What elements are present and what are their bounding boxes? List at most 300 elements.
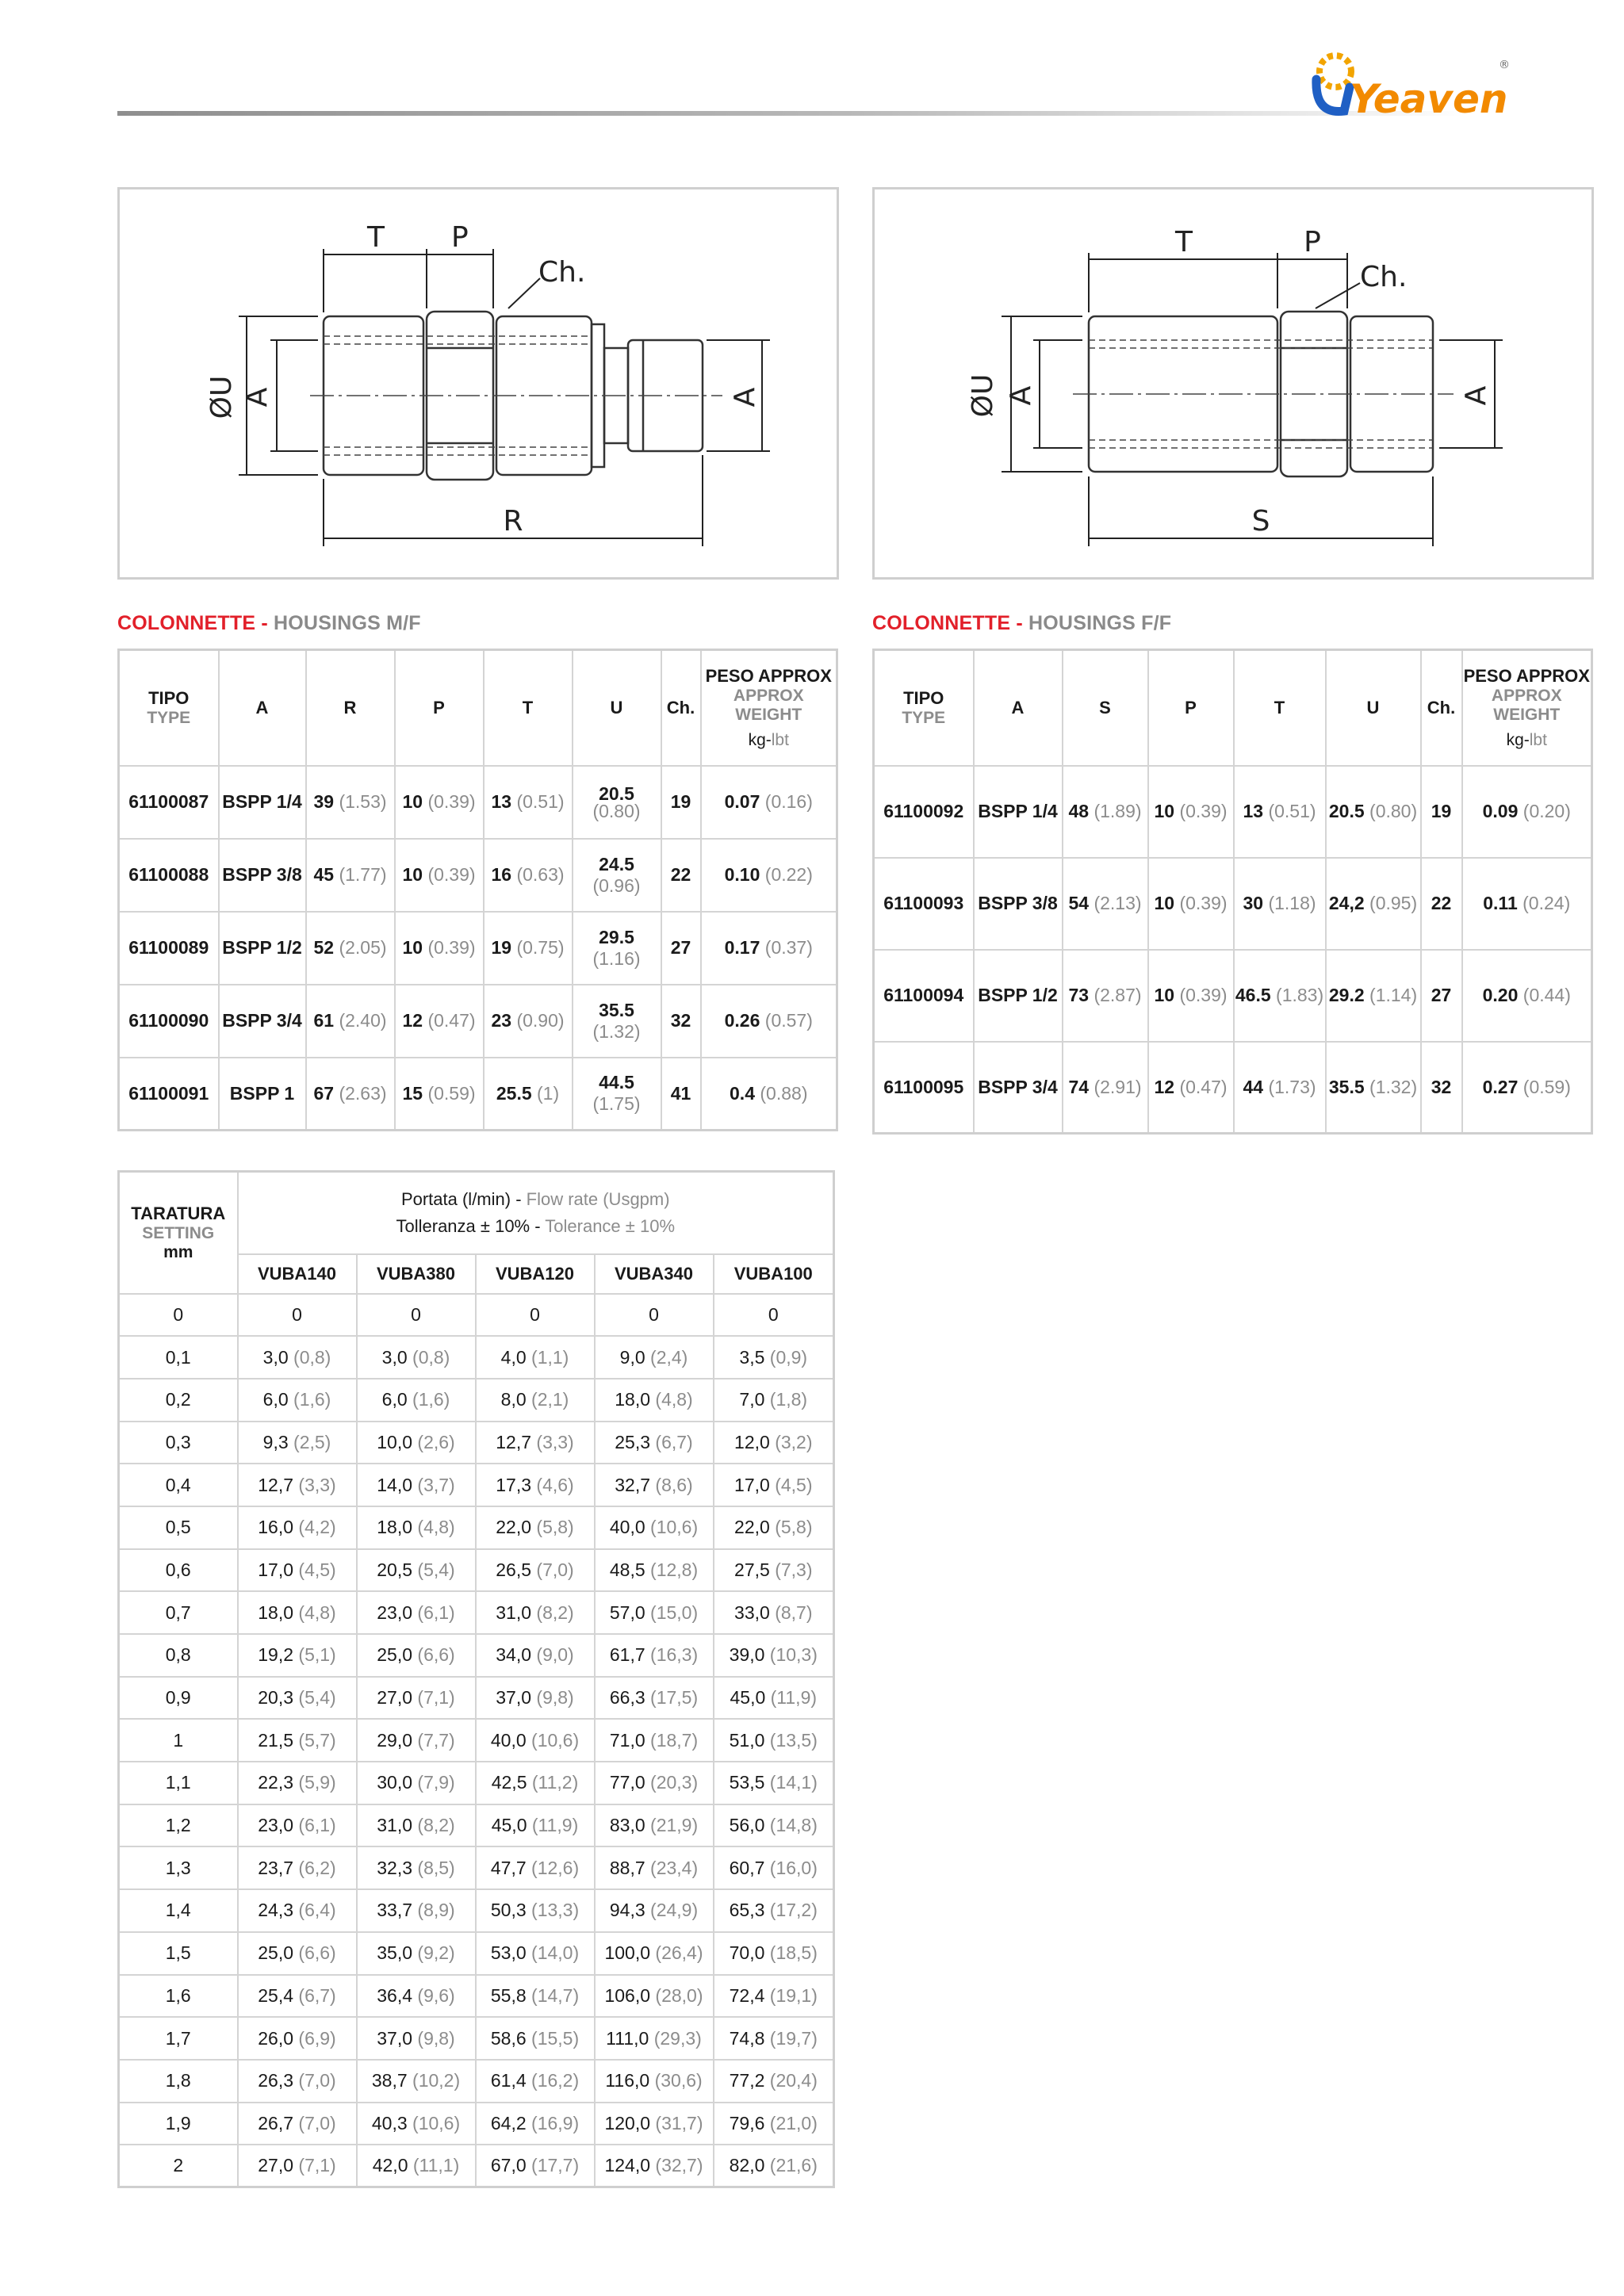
usgpm-value: (11,9)	[770, 1687, 818, 1709]
code-value: 61100087	[128, 791, 209, 812]
t-cell	[484, 766, 573, 839]
lmin-value: 71,0	[609, 1729, 645, 1751]
lmin-value: 40,0	[490, 1729, 527, 1751]
lmin-value: 16,0	[258, 1517, 294, 1538]
lmin-value: 120,0	[604, 2112, 651, 2133]
usgpm-value: (5,8)	[775, 1517, 813, 1538]
flow-cell	[357, 2103, 476, 2145]
ch-cell	[1421, 1042, 1462, 1134]
table-row	[119, 1719, 834, 1762]
p-cell	[395, 912, 484, 985]
t-cell	[1234, 950, 1326, 1042]
lmin-value: 70,0	[729, 1942, 765, 1964]
lmin-value: 0	[649, 1303, 659, 1325]
flow-cell	[714, 1591, 834, 1634]
p-cell	[395, 766, 484, 839]
u-cell	[573, 985, 661, 1058]
ff-title-red: COLONNETTE -	[872, 612, 1023, 634]
lmin-value: 55,8	[490, 1984, 527, 2006]
s-cell	[1063, 950, 1148, 1042]
mm-value: 61	[313, 1010, 335, 1031]
dim-label-t: T	[1175, 226, 1193, 258]
code-cell	[119, 912, 219, 985]
lmin-value: 74,8	[729, 2027, 765, 2049]
usgpm-value: (31,7)	[655, 2112, 703, 2133]
flow-cell	[595, 1506, 714, 1549]
setting-cell	[119, 1422, 238, 1464]
usgpm-value: (3,3)	[298, 1474, 336, 1495]
mm-value: 39	[313, 791, 335, 812]
usgpm-value: (3,3)	[536, 1431, 574, 1452]
code-value: 61100092	[883, 801, 964, 821]
thread-value: BSPP 3/4	[222, 1010, 302, 1031]
t-cell	[484, 839, 573, 912]
lmin-value: 23,0	[258, 1815, 294, 1836]
flow-cell	[238, 2145, 357, 2187]
thread-cell	[219, 766, 306, 839]
flow-cell	[476, 1719, 595, 1762]
t-cell	[484, 912, 573, 985]
thread-cell	[974, 950, 1063, 1042]
r-cell	[306, 985, 395, 1058]
registered-mark: ®	[1499, 59, 1510, 71]
ff-header-row	[874, 650, 1592, 766]
r-cell	[306, 766, 395, 839]
table-row	[119, 1677, 834, 1720]
code-value: 61100091	[128, 1082, 209, 1104]
flow-cell	[238, 1804, 357, 1847]
flow-cell	[476, 1336, 595, 1379]
usgpm-value: (14,8)	[769, 1815, 818, 1836]
setting-cell	[119, 1719, 238, 1762]
mf-title-red: COLONNETTE -	[117, 612, 268, 634]
code-cell	[874, 1042, 974, 1134]
usgpm-value: (1,6)	[412, 1389, 450, 1410]
lmin-value: 32,3	[377, 1857, 413, 1878]
code-cell	[874, 950, 974, 1042]
lmin-value: 20,5	[377, 1559, 413, 1580]
setting-cell	[119, 1804, 238, 1847]
mm-value: 10	[1154, 893, 1175, 913]
flow-cell	[595, 1804, 714, 1847]
flow-cell	[714, 2017, 834, 2060]
usgpm-value: (6,6)	[417, 1644, 455, 1666]
flow-cell	[714, 1336, 834, 1379]
col-header-model: VUBA100	[714, 1254, 834, 1294]
usgpm-value: (9,2)	[417, 1942, 455, 1964]
flow-cell	[595, 1422, 714, 1464]
lmin-value: 25,0	[377, 1644, 413, 1666]
lmin-value: 61,4	[490, 2070, 527, 2091]
usgpm-value: (4,5)	[298, 1559, 336, 1580]
mm-value: 35.5	[599, 999, 634, 1020]
lmin-value: 20,3	[258, 1687, 294, 1709]
flow-cell	[476, 2017, 595, 2060]
table-row	[874, 950, 1592, 1042]
usgpm-value: (21,0)	[769, 2112, 818, 2133]
setting-cell	[119, 2145, 238, 2187]
inch-value: (0.96)	[592, 874, 641, 896]
r-cell	[306, 839, 395, 912]
lmin-value: 42,5	[491, 1772, 527, 1793]
lmin-value: 111,0	[606, 2027, 649, 2049]
setting-cell	[119, 1975, 238, 2018]
kg-value: 0.17	[724, 937, 760, 958]
col-header-r: R	[306, 650, 395, 766]
p-cell	[395, 985, 484, 1058]
usgpm-value: (30,6)	[654, 2070, 703, 2091]
r-cell	[306, 912, 395, 985]
usgpm-value: (24,9)	[650, 1900, 699, 1921]
lmin-value: 27,5	[734, 1559, 770, 1580]
ch-value: 22	[670, 864, 691, 885]
ff-title-gray: HOUSINGS F/F	[1022, 612, 1172, 634]
usgpm-value: (17,5)	[650, 1687, 699, 1709]
lmin-value: 3,0	[381, 1346, 408, 1368]
usgpm-value: (17,2)	[769, 1900, 818, 1921]
lmin-value: 7,0	[739, 1389, 765, 1410]
ch-value: 32	[1431, 1076, 1452, 1097]
lmin-value: 25,0	[258, 1942, 294, 1964]
lmin-value: 66,3	[609, 1687, 645, 1709]
lb-value: (0.22)	[764, 864, 813, 885]
usgpm-value: (14,7)	[531, 1984, 580, 2006]
lmin-value: 37,0	[496, 1687, 532, 1709]
setting-label-en: SETTING	[142, 1223, 215, 1242]
usgpm-value: (1,8)	[769, 1389, 808, 1410]
inch-value: (0.80)	[1369, 801, 1418, 821]
setting-value: 1,8	[165, 2070, 191, 2091]
usgpm-value: (5,9)	[298, 1772, 336, 1793]
flow-cell	[595, 1846, 714, 1889]
code-value: 61100093	[883, 893, 964, 913]
usgpm-value: (15,5)	[531, 2027, 580, 2049]
usgpm-value: (2,4)	[650, 1346, 688, 1368]
lb-value: (0.57)	[764, 1010, 813, 1031]
col-header-p: P	[395, 650, 484, 766]
table-row	[119, 1549, 834, 1592]
ch-cell	[1421, 766, 1462, 858]
thread-value: BSPP 1/4	[978, 801, 1058, 821]
weight-cell	[1462, 858, 1592, 950]
kg-value: 0.10	[724, 864, 760, 885]
inch-value: (1.16)	[592, 947, 641, 969]
usgpm-value: (20,4)	[769, 2070, 818, 2091]
col-header-setting	[119, 1172, 238, 1294]
flow-cell	[595, 1336, 714, 1379]
flow-cell	[357, 1506, 476, 1549]
mm-value: 19	[491, 937, 512, 958]
lmin-value: 17,0	[734, 1474, 770, 1495]
lmin-value: 26,3	[258, 2070, 294, 2091]
lmin-value: 45,0	[491, 1815, 527, 1836]
table-row	[119, 1506, 834, 1549]
flow-cell	[714, 1975, 834, 2018]
peso-label: PESO APPROX	[705, 665, 832, 686]
flow-cell	[714, 1762, 834, 1804]
mm-value: 13	[491, 791, 512, 812]
lmin-value: 60,7	[729, 1857, 765, 1878]
lmin-value: 12,7	[496, 1431, 532, 1452]
lmin-value: 0	[530, 1303, 540, 1325]
dim-label-ch: Ch.	[1360, 261, 1408, 293]
col-header-p: P	[1148, 650, 1234, 766]
flow-cell	[476, 2103, 595, 2145]
lb-value: (0.88)	[760, 1082, 808, 1104]
thread-cell	[219, 912, 306, 985]
lmin-value: 17,3	[496, 1474, 532, 1495]
usgpm-value: (6,6)	[298, 1942, 336, 1964]
mf-specs-table	[117, 649, 838, 1131]
setting-unit: mm	[163, 1242, 193, 1261]
thread-value: BSPP 1/4	[222, 791, 302, 812]
mm-value: 35.5	[1328, 1076, 1365, 1097]
flow-cell	[476, 1889, 595, 1932]
flow-cell	[357, 1549, 476, 1592]
flow-cell	[357, 1591, 476, 1634]
col-header-ch: Ch.	[1421, 650, 1462, 766]
inch-value: (1.83)	[1276, 985, 1324, 1005]
lmin-value: 35,0	[377, 1942, 413, 1964]
u-cell	[1326, 766, 1421, 858]
table-row	[119, 2060, 834, 2103]
p-cell	[1148, 1042, 1234, 1134]
ch-value: 32	[670, 1010, 691, 1031]
lmin-value: 18,0	[615, 1389, 651, 1410]
flow-cell	[476, 1379, 595, 1422]
lmin-value: 23,7	[258, 1857, 294, 1878]
ff-specs-table	[872, 649, 1593, 1135]
inch-value: (0.39)	[1179, 893, 1228, 913]
setting-cell	[119, 1634, 238, 1677]
lmin-value: 0	[768, 1303, 779, 1325]
diagram-housing-ff	[872, 187, 1594, 580]
usgpm-value: (0,9)	[769, 1346, 808, 1368]
setting-value: 1,5	[165, 1942, 191, 1964]
usgpm-value: (2,1)	[531, 1389, 569, 1410]
col-header-model: VUBA120	[476, 1254, 595, 1294]
code-value: 61100088	[128, 864, 209, 885]
flow-cell	[238, 1762, 357, 1804]
kg-value: 0.4	[730, 1082, 755, 1104]
setting-cell	[119, 1846, 238, 1889]
unit-lbt: lbt	[771, 730, 789, 749]
mm-value: 24.5	[599, 853, 634, 874]
lmin-value: 6,0	[262, 1389, 289, 1410]
flow-cell	[714, 1677, 834, 1720]
inch-value: (1.73)	[1268, 1076, 1316, 1097]
dim-label-u: ØU	[205, 375, 238, 419]
gear-icon	[1320, 55, 1351, 87]
setting-cell	[119, 1336, 238, 1379]
ch-value: 19	[670, 791, 691, 812]
lmin-value: 79,6	[729, 2112, 765, 2133]
usgpm-value: (3,7)	[417, 1474, 455, 1495]
weight-cell	[701, 1058, 837, 1131]
mm-value: 10	[1154, 801, 1175, 821]
flow-cell	[238, 1294, 357, 1337]
inch-value: (0.51)	[516, 791, 565, 812]
flow-cell	[357, 1336, 476, 1379]
usgpm-value: (1,1)	[531, 1346, 569, 1368]
flow-cell	[476, 2060, 595, 2103]
table-row	[119, 1889, 834, 1932]
lmin-value: 37,0	[377, 2027, 413, 2049]
flow-cell	[476, 1804, 595, 1847]
flow-cell	[357, 1932, 476, 1975]
usgpm-value: (5,8)	[536, 1517, 574, 1538]
flow-cell	[476, 1549, 595, 1592]
lmin-value: 124,0	[604, 2155, 651, 2176]
flow-cell	[238, 1677, 357, 1720]
usgpm-value: (20,3)	[650, 1772, 699, 1793]
usgpm-value: (4,2)	[298, 1517, 336, 1538]
ch-cell	[1421, 858, 1462, 950]
dim-label-a-right: A	[729, 387, 761, 408]
lmin-value: 26,7	[258, 2112, 294, 2133]
usgpm-value: (19,7)	[769, 2027, 818, 2049]
lmin-value: 33,0	[734, 1601, 770, 1623]
lmin-value: 3,5	[739, 1346, 765, 1368]
usgpm-value: (5,7)	[298, 1729, 336, 1751]
flow-cell	[357, 1975, 476, 2018]
type-label: TYPE	[147, 708, 191, 727]
lb-value: (0.59)	[1522, 1076, 1571, 1097]
usgpm-value: (23,4)	[650, 1857, 699, 1878]
usgpm-value: (6,7)	[655, 1431, 693, 1452]
usgpm-value: (16,3)	[650, 1644, 699, 1666]
mm-value: 29.5	[599, 926, 634, 947]
flow-cell	[238, 1932, 357, 1975]
mm-value: 74	[1068, 1076, 1090, 1097]
mm-value: 12	[1154, 1076, 1175, 1097]
weight-cell	[701, 766, 837, 839]
usgpm-value: (18,5)	[769, 1942, 818, 1964]
lmin-value: 3,0	[262, 1346, 289, 1368]
table-row	[119, 1422, 834, 1464]
usgpm-value: (5,1)	[298, 1644, 336, 1666]
p-cell	[395, 1058, 484, 1131]
weight-cell	[701, 839, 837, 912]
flow-cell	[238, 1889, 357, 1932]
usgpm-value: (26,4)	[655, 1942, 703, 1964]
u-cell	[1326, 1042, 1421, 1134]
flow-cell	[595, 2060, 714, 2103]
t-cell	[1234, 766, 1326, 858]
usgpm-value: (4,8)	[298, 1601, 336, 1623]
inch-value: (2.87)	[1094, 985, 1142, 1005]
approx-weight-label: APPROX WEIGHT	[1491, 686, 1562, 724]
usgpm-value: (7,9)	[417, 1772, 455, 1793]
usgpm-value: (6,4)	[298, 1900, 336, 1921]
ch-cell	[661, 766, 701, 839]
lmin-value: 12,7	[258, 1474, 294, 1495]
t-cell	[484, 1058, 573, 1131]
kg-value: 0.26	[724, 1010, 760, 1031]
flow-cell	[595, 1549, 714, 1592]
table-row	[119, 1591, 834, 1634]
usgpm-value: (16,9)	[531, 2112, 580, 2133]
flow-cell	[714, 1506, 834, 1549]
flow-cell	[595, 1634, 714, 1677]
flow-cell	[476, 1634, 595, 1677]
col-header-model: VUBA340	[595, 1254, 714, 1294]
setting-cell	[119, 1932, 238, 1975]
usgpm-value: (9,0)	[536, 1644, 574, 1666]
flow-cell	[595, 1719, 714, 1762]
flow-label-it: Portata (l/min) -	[400, 1188, 522, 1209]
usgpm-value: (7,7)	[417, 1729, 455, 1751]
lmin-value: 21,5	[258, 1729, 294, 1751]
mm-value: 10	[402, 864, 423, 885]
inch-value: (0.59)	[427, 1082, 476, 1104]
mm-value: 73	[1068, 985, 1090, 1005]
mm-value: 10	[402, 791, 423, 812]
flow-cell	[714, 1294, 834, 1337]
lmin-value: 27,0	[377, 1687, 413, 1709]
s-cell	[1063, 858, 1148, 950]
usgpm-value: (8,7)	[775, 1601, 813, 1623]
mm-value: 23	[491, 1010, 512, 1031]
col-header-u: U	[1326, 650, 1421, 766]
flow-cell	[357, 1634, 476, 1677]
mf-header-row	[119, 650, 837, 766]
mm-value: 20.5	[599, 783, 634, 804]
approx-weight-label: APPROX WEIGHT	[733, 686, 804, 724]
col-header-model: VUBA140	[238, 1254, 357, 1294]
lmin-value: 27,0	[258, 2155, 294, 2176]
usgpm-value: (10,6)	[650, 1517, 699, 1538]
lmin-value: 56,0	[729, 1815, 765, 1836]
lmin-value: 88,7	[609, 1857, 645, 1878]
mm-value: 10	[1154, 985, 1175, 1005]
usgpm-value: (17,7)	[531, 2155, 580, 2176]
lmin-value: 26,0	[258, 2027, 294, 2049]
s-cell	[1063, 1042, 1148, 1134]
lb-value: (0.44)	[1522, 985, 1571, 1005]
lmin-value: 100,0	[604, 1942, 651, 1964]
lmin-value: 77,0	[609, 1772, 645, 1793]
setting-cell	[119, 2103, 238, 2145]
flow-cell	[714, 2060, 834, 2103]
table-row	[119, 1336, 834, 1379]
p-cell	[1148, 766, 1234, 858]
usgpm-value: (4,6)	[536, 1474, 574, 1495]
dim-label-r: R	[503, 505, 523, 538]
inch-value: (1.32)	[1369, 1076, 1418, 1097]
flow-cell	[357, 1762, 476, 1804]
setting-cell	[119, 1889, 238, 1932]
usgpm-value: (10,3)	[769, 1644, 818, 1666]
mf-title-gray: HOUSINGS M/F	[267, 612, 421, 634]
thread-cell	[219, 1058, 306, 1131]
lmin-value: 116,0	[605, 2070, 650, 2091]
flow-cell	[357, 2145, 476, 2187]
flow-cell	[476, 2145, 595, 2187]
setting-value: 2	[173, 2155, 184, 2176]
code-cell	[119, 1058, 219, 1131]
inch-value: (0.75)	[516, 937, 565, 958]
peso-label: PESO APPROX	[1463, 665, 1590, 686]
flow-cell	[476, 1932, 595, 1975]
setting-value: 0,2	[165, 1389, 191, 1410]
flow-cell	[476, 1762, 595, 1804]
setting-cell	[119, 1464, 238, 1506]
col-header-a: A	[974, 650, 1063, 766]
col-header-ch: Ch.	[661, 650, 701, 766]
mm-value: 24,2	[1328, 893, 1365, 913]
flow-cell	[714, 2103, 834, 2145]
